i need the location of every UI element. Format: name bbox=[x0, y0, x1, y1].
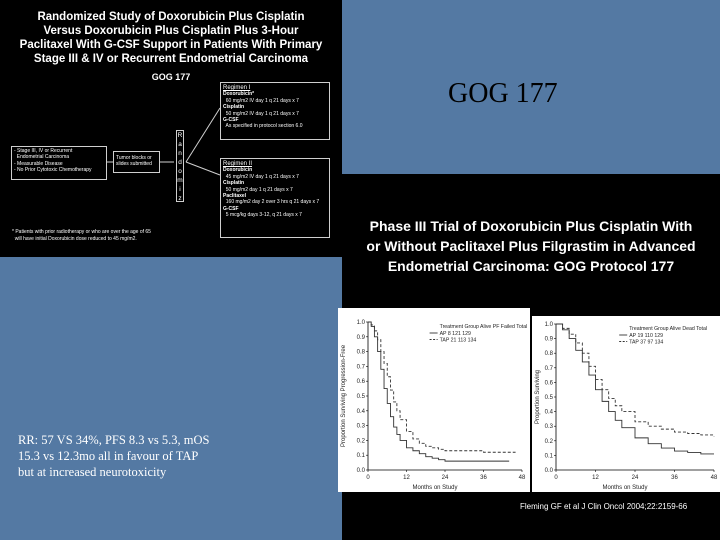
tumor-block-box bbox=[113, 151, 160, 173]
regimen-2-line: 50 mg/m2 day 1 q 21 days x 7 bbox=[223, 186, 293, 193]
y-tick-label: 1.0 bbox=[544, 322, 553, 328]
legend-row: AP 8 121 129 bbox=[439, 331, 471, 337]
eligibility-box bbox=[11, 146, 107, 180]
schema-protocol-label: GOG 177 bbox=[151, 72, 191, 82]
y-tick-label: 0.2 bbox=[544, 438, 553, 445]
tumor-block-line: slides submitted bbox=[116, 161, 152, 168]
y-tick-label: 0.6 bbox=[544, 380, 553, 387]
x-tick-label: 12 bbox=[403, 475, 410, 481]
y-tick-label: 0.7 bbox=[356, 364, 365, 371]
pfs-chart-box bbox=[338, 308, 530, 492]
tumor-block-line: Tumor blocks or bbox=[116, 155, 152, 161]
schema-title-line: Randomized Study of Doxorubicin Plus Cisplatin bbox=[37, 11, 305, 23]
regimen-1-line: 60 mg/m2 IV day 1 q 21 days x 7 bbox=[223, 97, 299, 104]
regimen-2-heading: Regimen II bbox=[223, 161, 253, 167]
x-tick-label: 48 bbox=[710, 475, 718, 481]
os-chart-box bbox=[532, 316, 720, 492]
regimen-1-line: As specified in protocol section 6.0 bbox=[223, 123, 303, 130]
regimen-1-line: Cisplatin bbox=[223, 104, 245, 111]
randomize-letter: i bbox=[179, 186, 181, 193]
y-tick-label: 0.0 bbox=[356, 468, 365, 474]
randomize-letter: a bbox=[178, 141, 182, 148]
legend-header: Treatment Group Alive PF Failed Total bbox=[439, 324, 528, 330]
eligibility-line: - Measurable Disease bbox=[14, 160, 63, 167]
y-axis-title: Proportion Surviving bbox=[535, 369, 541, 425]
slide-heading: GOG 177 bbox=[448, 78, 558, 109]
randomize-letter: d bbox=[178, 159, 182, 166]
regimen-1-line: G-CSF bbox=[223, 117, 239, 124]
y-tick-label: 0.4 bbox=[356, 408, 365, 415]
x-tick-label: 48 bbox=[518, 475, 526, 481]
y-tick-label: 0.6 bbox=[356, 379, 365, 386]
x-tick-label: 24 bbox=[441, 475, 449, 481]
y-tick-label: 0.3 bbox=[356, 423, 365, 430]
randomize-letter: n bbox=[178, 150, 182, 157]
y-tick-label: 0.8 bbox=[544, 351, 553, 358]
citation: Fleming GF et al J Clin Oncol 2004;22:2159-66 bbox=[520, 502, 688, 511]
randomize-letter: o bbox=[178, 168, 182, 175]
y-tick-label: 1.0 bbox=[356, 320, 365, 326]
regimen-1-heading: Regimen I bbox=[223, 85, 251, 91]
regimen-2-line: Paclitaxel bbox=[223, 193, 247, 200]
y-tick-label: 0.9 bbox=[544, 336, 553, 343]
regimen-1-line: Doxorubicin* bbox=[223, 91, 255, 98]
x-tick-label: 0 bbox=[366, 475, 370, 481]
regimen-2-line: 160 mg/m2 day 2 over 3 hrs q 21 days x 7 bbox=[223, 199, 320, 206]
y-tick-label: 0.4 bbox=[544, 409, 553, 416]
eligibility-line: - No Prior Cytotoxic Chemotherapy bbox=[14, 167, 92, 174]
footnote-line: will have initial Doxorubicin dose reduced to 45 mg/m2. bbox=[12, 235, 137, 242]
x-axis-title: Months on Study bbox=[412, 485, 458, 491]
schema-title-line: Versus Doxorubicin Plus Cisplatin Plus 3-Hour bbox=[43, 25, 299, 37]
y-tick-label: 0.1 bbox=[544, 453, 553, 460]
schema-title-line: Stage III & IV or Recurrent Endometrial Carcinoma bbox=[33, 53, 309, 65]
x-tick-label: 0 bbox=[554, 475, 558, 481]
y-tick-label: 0.1 bbox=[356, 453, 365, 460]
footnote-line: * Patients with prior radiotherapy or who are over the age of 65 bbox=[12, 229, 151, 235]
trial-title bbox=[342, 216, 720, 276]
regimen-2-box bbox=[220, 158, 330, 238]
trial-title-line: or Without Paclitaxel Plus Filgrastim in Advanced bbox=[366, 238, 696, 254]
regimen-1-box bbox=[220, 82, 330, 140]
regimen-2-line: Doxorubicin bbox=[223, 167, 253, 174]
y-tick-label: 0.9 bbox=[356, 334, 365, 341]
series-line-ap bbox=[368, 322, 509, 461]
y-tick-label: 0.5 bbox=[356, 394, 365, 400]
os-chart bbox=[532, 316, 720, 492]
y-axis-title: Proportion Surviving Progression-Free bbox=[341, 344, 347, 448]
y-tick-label: 0.5 bbox=[544, 395, 553, 401]
pfs-chart bbox=[338, 308, 530, 492]
x-tick-label: 36 bbox=[671, 475, 678, 481]
legend-row: TAP 37 97 134 bbox=[629, 339, 664, 346]
legend-row: AP 19 110 129 bbox=[629, 333, 664, 339]
y-tick-label: 0.0 bbox=[544, 468, 553, 474]
eligibility-line: Endometrial Carcinoma bbox=[14, 154, 70, 161]
legend-header: Treatment Group Alive Dead Total bbox=[629, 326, 708, 332]
summary-text bbox=[18, 432, 210, 480]
regimen-2-line: Cisplatin bbox=[223, 180, 245, 187]
eligibility-line: - Stage III, IV or Recurrent bbox=[14, 148, 73, 154]
regimen-2-line: 45 mg/m2 IV day 1 q 21 days x 7 bbox=[223, 173, 299, 180]
y-tick-label: 0.3 bbox=[544, 424, 553, 431]
trial-title-line: Endometrial Carcinoma: GOG Protocol 177 bbox=[387, 258, 675, 274]
schema-title-line: Paclitaxel With G-CSF Support in Patients With Primary bbox=[19, 39, 323, 51]
randomize-letter: z bbox=[178, 195, 182, 202]
x-tick-label: 12 bbox=[592, 475, 599, 481]
summary-line: 15.3 vs 12.3mo all in favour of TAP bbox=[18, 449, 199, 463]
regimen-2-line: 5 mcg/kg days 3-12, q 21 days x 7 bbox=[223, 212, 302, 219]
trial-title-line: Phase III Trial of Doxorubicin Plus Cisplatin With bbox=[369, 218, 693, 234]
x-tick-label: 36 bbox=[480, 475, 487, 481]
randomize-box bbox=[176, 130, 184, 202]
summary-line: but at increased neurotoxicity bbox=[18, 465, 167, 479]
x-axis-title: Months on Study bbox=[602, 485, 648, 491]
randomize-letter: R bbox=[177, 132, 183, 139]
legend-row: TAP 21 113 134 bbox=[439, 337, 477, 344]
y-tick-label: 0.2 bbox=[356, 438, 365, 445]
y-tick-label: 0.7 bbox=[544, 365, 553, 372]
regimen-2-line: G-CSF bbox=[223, 205, 239, 212]
schema-footnote bbox=[12, 229, 151, 242]
summary-line: RR: 57 VS 34%, PFS 8.3 vs 5.3, mOS bbox=[18, 433, 210, 447]
regimen-1-line: 50 mg/m2 IV day 1 q 21 days x 7 bbox=[223, 110, 299, 117]
randomize-letter: m bbox=[177, 177, 183, 184]
y-tick-label: 0.8 bbox=[356, 349, 365, 356]
x-tick-label: 24 bbox=[631, 475, 639, 481]
